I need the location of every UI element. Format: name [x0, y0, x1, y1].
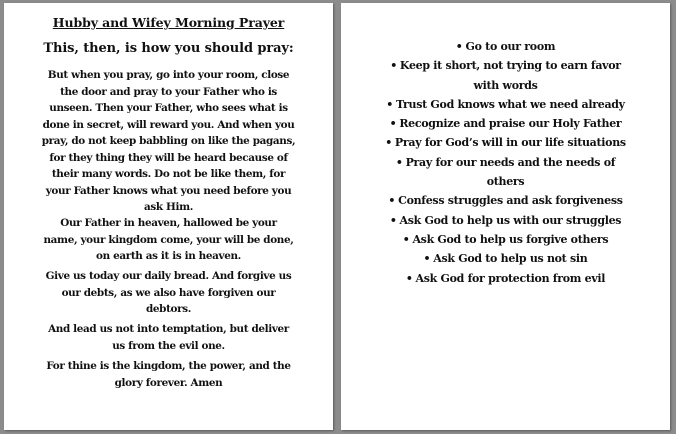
scripture-paragraph: Our Father in heaven, hallowed be your name, your kingdom come, your will be done, on earth as it is in heaven. [43, 217, 294, 262]
list-item-text: Trust God knows what we need already [395, 97, 625, 111]
list-item-text: Pray for God’s will in our life situations [394, 136, 626, 150]
list-item [381, 133, 630, 152]
list-item [381, 153, 630, 192]
list-item [381, 37, 630, 56]
bullet-icon: • [385, 136, 392, 150]
bullet-icon: • [402, 232, 410, 246]
page-right [341, 3, 670, 430]
scripture-paragraph: But when you pray, go into your room, close the door and pray to your Father who is unseen. Then your Father, who sees what is done in secret, will reward you. And when you pray, do not keep babbling on like the pagans, for they thing they will be heard because of their many words. Do not be like them, for your Father knows what you need before you ask Him. [41, 69, 296, 213]
page-left [4, 3, 333, 430]
list-item [381, 211, 630, 230]
scripture-paragraph: For thine is the kingdom, the power, and the glory forever. Amen [46, 360, 291, 389]
list-item-text: Ask God to help us with our struggles [399, 213, 622, 227]
bullet-icon: • [388, 194, 396, 208]
list-item-text: Ask God to help us not sin [433, 252, 588, 266]
document-subtitle: This, then, is how you should pray: [43, 41, 294, 56]
scripture-paragraph: Give us today our daily bread. And forgive us our debts, as we also have forgiven our debtors. [45, 270, 292, 315]
list-item-text: Ask God for protection from evil [415, 271, 606, 285]
list-item [381, 269, 630, 288]
list-item [381, 191, 630, 210]
bullet-icon: • [405, 271, 413, 285]
list-item [381, 230, 630, 249]
bullet-icon: • [386, 97, 393, 111]
list-item [381, 114, 630, 133]
list-item [381, 56, 630, 95]
document-title: Hubby and Wifey Morning Prayer [52, 15, 285, 30]
list-item-text: Ask God to help us forgive others [412, 232, 609, 246]
bullet-icon: • [423, 252, 431, 266]
bullet-icon: • [455, 40, 463, 53]
list-item [381, 95, 630, 114]
bullet-icon: • [390, 59, 397, 73]
list-item-text: Recognize and praise our Holy Father [399, 117, 622, 131]
list-item [381, 249, 630, 268]
list-item-text: Keep it short, not trying to earn favor with words [399, 59, 621, 92]
scripture-paragraph: And lead us not into temptation, but deliver us from the evil one. [48, 323, 289, 352]
list-item-text: Confess struggles and ask forgiveness [398, 194, 623, 208]
bullet-icon: • [389, 117, 397, 131]
list-item-text: Pray for our needs and the needs of others [405, 155, 616, 189]
bullet-icon: • [389, 213, 397, 227]
bullet-icon: • [395, 155, 403, 169]
prayer-points-list [381, 37, 630, 288]
list-item-text: Go to our room [465, 40, 556, 53]
